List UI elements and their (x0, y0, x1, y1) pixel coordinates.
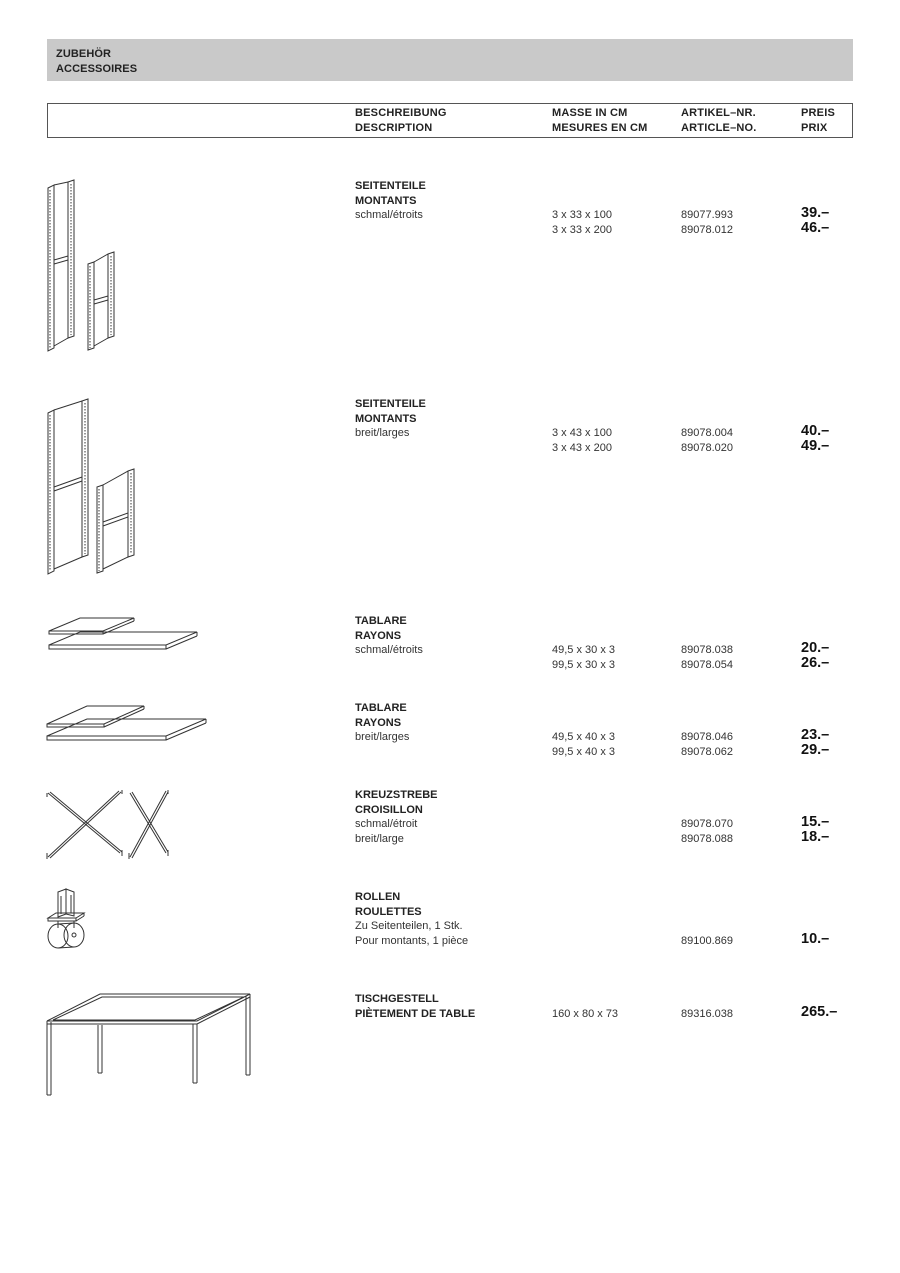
item-3-size-1: 49,5 x 30 x 3 (552, 644, 615, 656)
item-5-article-1: 89078.070 (681, 818, 733, 830)
item-7-title (355, 992, 475, 1021)
item-3-title-de: TABLARE (355, 615, 407, 627)
item-2-desc: breit/larges (355, 427, 410, 439)
item-4-article-2: 89078.062 (681, 745, 733, 758)
item-2-price-2: 49.– (801, 437, 830, 454)
item-1-title (355, 179, 426, 208)
item-7-price-1: 265.– (801, 1003, 838, 1020)
item-2-title-de: SEITENTEILE (355, 398, 426, 410)
item-5-price-1: 15.– (801, 814, 830, 830)
item-3-desc: schmal/étroits (355, 644, 423, 656)
item-5-title-de: KREUZSTREBE (355, 789, 438, 801)
item-3-title-fr: RAYONS (355, 629, 402, 642)
header-price-de: PREIS (801, 107, 836, 119)
section-header-bar (47, 39, 853, 81)
header-size-fr: MESURES EN CM (552, 122, 648, 134)
item-6-desc-1: Zu Seitenteilen, 1 Stk. (355, 920, 463, 932)
section-title-fr: ACCESSOIRES (56, 63, 138, 75)
item-1-title-fr: MONTANTS (355, 194, 417, 207)
header-art-de: ARTIKEL–NR. (681, 107, 756, 119)
item-3-size-2: 99,5 x 30 x 3 (552, 658, 615, 671)
item-4-size-2: 99,5 x 40 x 3 (552, 745, 615, 758)
item-4-desc: breit/larges (355, 731, 410, 743)
item-1-title-de: SEITENTEILE (355, 180, 426, 192)
table-frame-illustration (44, 991, 254, 1097)
item-4-price-1: 23.– (801, 727, 830, 743)
item-1-desc: schmal/étroits (355, 209, 423, 221)
item-7-title-fr: PIÈTEMENT DE TABLE (355, 1007, 476, 1020)
item-1-price-2: 46.– (801, 219, 830, 236)
item-3-article-1: 89078.038 (681, 644, 733, 656)
item-1-article-2: 89078.012 (681, 223, 733, 236)
item-2-article-2: 89078.020 (681, 441, 733, 454)
item-2-title-fr: MONTANTS (355, 412, 417, 425)
header-size-de: MASSE IN CM (552, 107, 628, 119)
item-6-price-1: 10.– (801, 930, 830, 947)
item-3-article-2: 89078.054 (681, 658, 733, 671)
item-4-title-de: TABLARE (355, 702, 407, 714)
item-5-title-fr: CROISILLON (355, 803, 423, 816)
item-4-price-2: 29.– (801, 741, 830, 758)
item-5-title (355, 788, 438, 817)
item-5-article-2: 89078.088 (681, 832, 733, 845)
item-3-price-2: 26.– (801, 654, 830, 671)
column-header-size (552, 106, 648, 136)
item-3-price-1: 20.– (801, 640, 830, 656)
section-title-de: ZUBEHÖR (56, 48, 112, 60)
header-desc-de: BESCHREIBUNG (355, 107, 447, 119)
item-1-size-1: 3 x 33 x 100 (552, 209, 612, 221)
column-header-article (681, 106, 757, 136)
cross-brace-illustration (44, 787, 172, 863)
item-1-size-2: 3 x 33 x 200 (552, 223, 612, 236)
caster-wheel-illustration (44, 888, 92, 950)
shelf-wide-illustration (44, 702, 210, 746)
item-7-title-de: TISCHGESTELL (355, 993, 439, 1005)
shelf-narrow-illustration (46, 614, 202, 654)
item-4-title (355, 701, 407, 730)
column-header-description (355, 106, 447, 136)
side-panel-narrow-illustration (44, 178, 124, 354)
item-5-desc-1: schmal/étroit (355, 818, 418, 830)
header-price-fr: PRIX (801, 122, 828, 134)
side-panel-wide-illustration (44, 397, 140, 577)
item-2-price-1: 40.– (801, 423, 830, 439)
item-5-desc-2: breit/large (355, 832, 404, 845)
item-2-article-1: 89078.004 (681, 427, 733, 439)
item-5-price-2: 18.– (801, 828, 830, 845)
item-2-size-2: 3 x 43 x 200 (552, 441, 612, 454)
item-7-article-1: 89316.038 (681, 1007, 733, 1020)
item-6-title-fr: ROULETTES (355, 905, 422, 918)
item-4-title-fr: RAYONS (355, 716, 402, 729)
item-1-price-1: 39.– (801, 205, 830, 221)
item-2-title (355, 397, 426, 426)
column-header-price (801, 106, 835, 136)
header-desc-fr: DESCRIPTION (355, 122, 433, 134)
header-art-fr: ARTICLE–NO. (681, 122, 757, 134)
item-7-size-1: 160 x 80 x 73 (552, 1007, 619, 1020)
item-4-article-1: 89078.046 (681, 731, 733, 743)
item-1-article-1: 89077.993 (681, 209, 733, 221)
item-2-size-1: 3 x 43 x 100 (552, 427, 612, 439)
item-6-desc-2: Pour montants, 1 pièce (355, 934, 469, 947)
item-3-title (355, 614, 407, 643)
item-6-title (355, 890, 422, 919)
item-6-article-1: 89100.869 (681, 934, 733, 947)
item-4-size-1: 49,5 x 40 x 3 (552, 731, 615, 743)
item-6-title-de: ROLLEN (355, 891, 401, 903)
